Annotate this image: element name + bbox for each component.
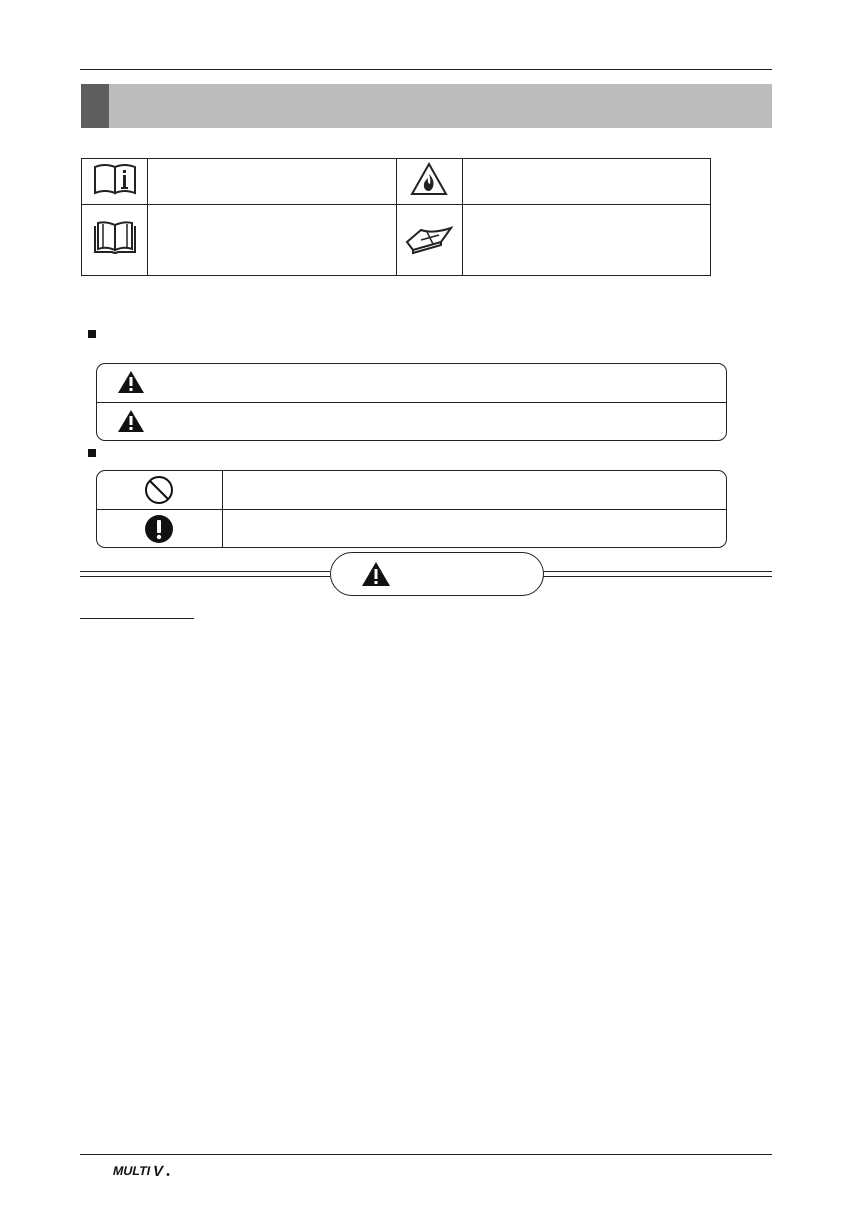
title-tab-marker <box>81 84 109 128</box>
svg-text:MULTI: MULTI <box>111 1164 152 1178</box>
warning-caution-box <box>96 363 727 441</box>
multi-v-logo <box>111 1162 175 1183</box>
caution-triangle-icon <box>117 409 145 438</box>
mandatory-exclamation-icon <box>144 514 174 549</box>
footer-rule <box>80 1154 772 1155</box>
banner-double-rule-left <box>80 571 330 577</box>
banner-double-rule-right <box>542 571 772 577</box>
symbol-legend-table <box>81 158 711 276</box>
warning-banner <box>330 552 544 596</box>
legend-label <box>148 159 397 205</box>
legend-label <box>148 205 397 276</box>
open-book-icon <box>82 205 148 276</box>
service-manual-icon <box>396 205 462 276</box>
subheading-underline <box>80 618 194 619</box>
warning-triangle-icon <box>117 370 145 399</box>
legend-label <box>462 159 711 205</box>
svg-text:V: V <box>151 1163 165 1178</box>
symbol-meaning-box <box>96 470 727 548</box>
section-bullet <box>88 330 96 338</box>
section-bullet <box>88 449 96 457</box>
legend-label <box>462 205 711 276</box>
section-title-bar <box>81 84 772 128</box>
warning-triangle-icon <box>361 561 391 592</box>
prohibited-icon <box>144 475 174 510</box>
flammable-warning-icon <box>396 159 462 205</box>
header-rule <box>80 69 772 70</box>
info-manual-icon <box>82 159 148 205</box>
